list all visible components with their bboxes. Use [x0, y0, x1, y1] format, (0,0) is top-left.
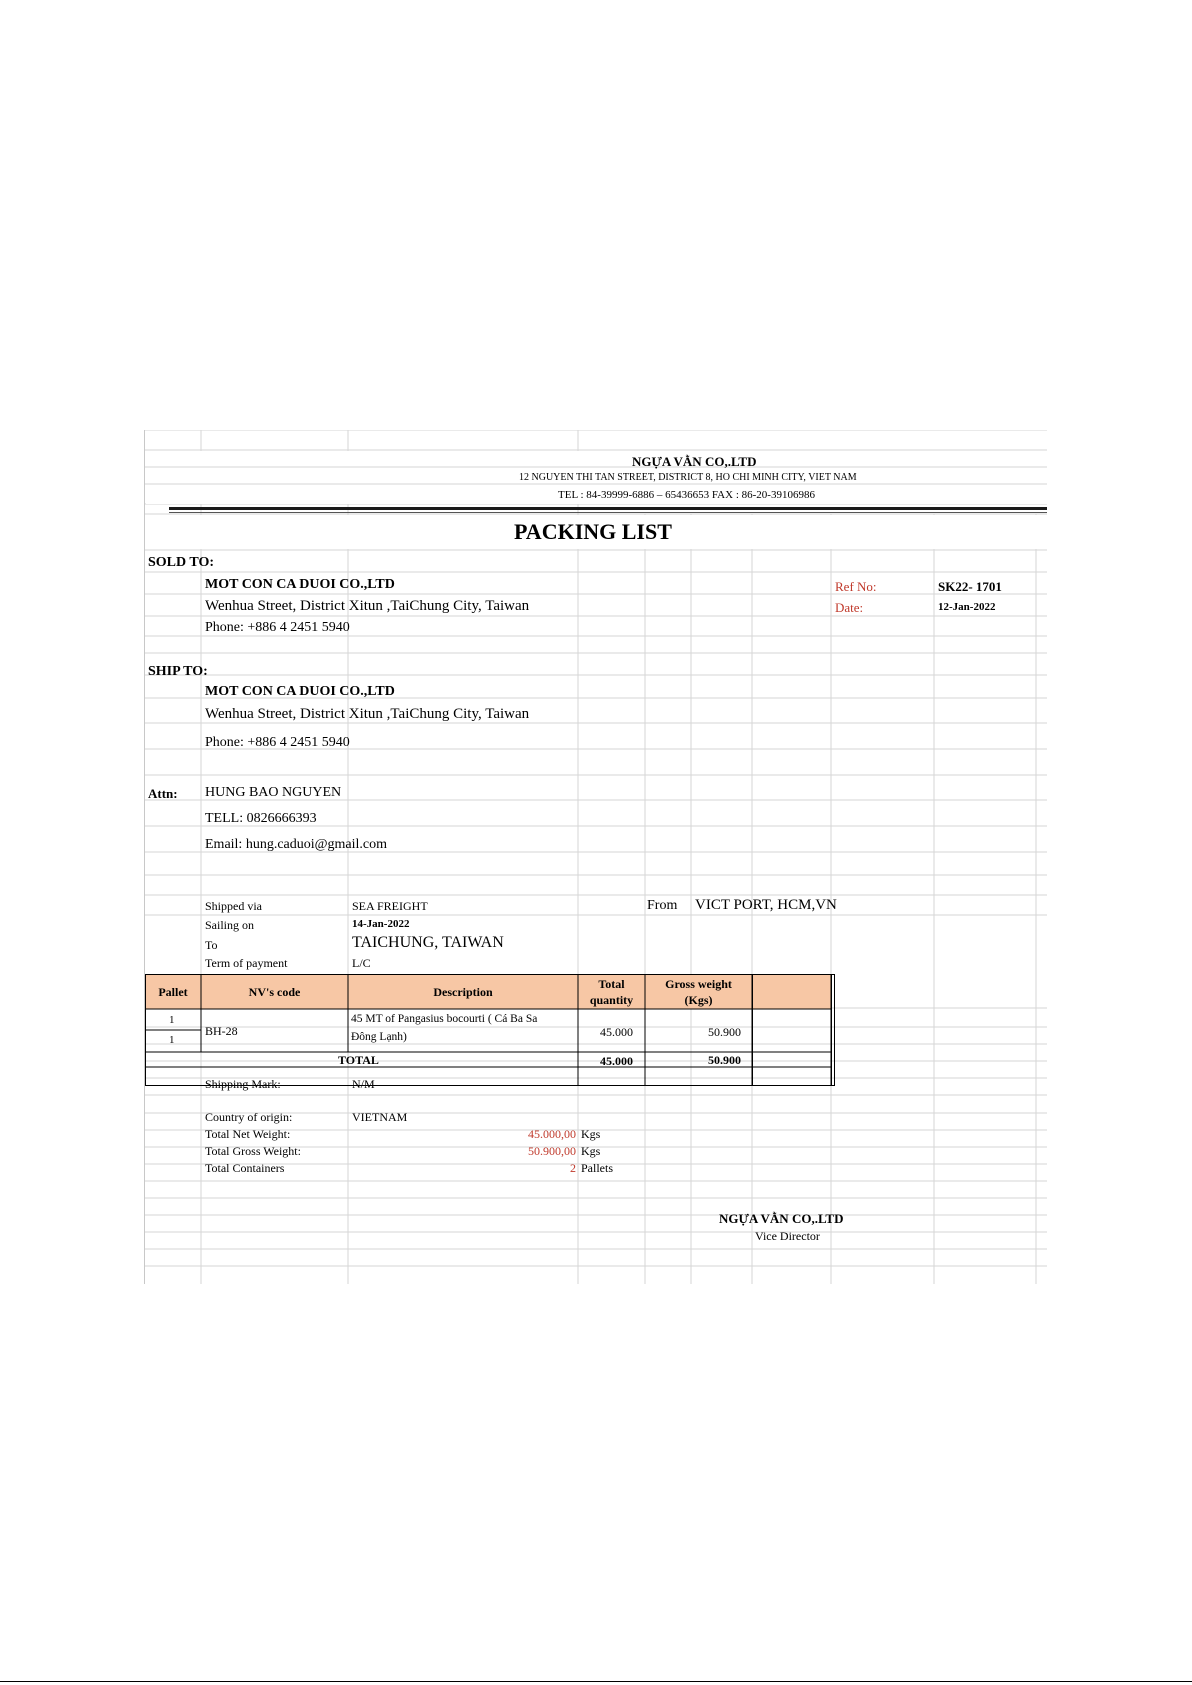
sold-to-address: Wenhua Street, District Xitun ,TaiChung City, Taiwan: [205, 598, 530, 614]
row-quantity: 45.000: [600, 1025, 633, 1039]
date-label: Date:: [835, 600, 864, 615]
from-value: VICT PORT, HCM,VN: [695, 897, 837, 913]
net-weight-value: 45.000,00: [528, 1127, 576, 1141]
shipping-mark-label: Shipping Mark:: [205, 1077, 281, 1091]
containers-unit: Pallets: [581, 1161, 613, 1175]
attn-email: Email: hung.caduoi@gmail.com: [205, 837, 388, 852]
net-weight-label: Total Net Weight:: [205, 1127, 291, 1141]
sold-to-name: MOT CON CA DUOI CO.,LTD: [205, 577, 395, 592]
ship-to-phone: Phone: +886 4 2451 5940: [205, 735, 350, 750]
shipping-mark-value: N/M: [352, 1077, 375, 1091]
gross-weight-unit: Kgs: [581, 1144, 601, 1158]
ship-to-name: MOT CON CA DUOI CO.,LTD: [205, 684, 395, 699]
total-gross: 50.900: [708, 1053, 741, 1067]
row-gross: 50.900: [708, 1025, 741, 1039]
page-bottom-rule: [0, 1681, 1192, 1682]
origin-value: VIETNAM: [352, 1110, 408, 1124]
th-quantity-line1: Total: [598, 976, 625, 991]
payment-value: L/C: [352, 956, 371, 970]
sold-to-label: SOLD TO:: [148, 555, 215, 570]
ref-no-label: Ref No:: [835, 579, 877, 594]
row-pallet-1: 1: [169, 1014, 175, 1026]
gross-weight-label: Total Gross Weight:: [205, 1144, 301, 1158]
company-contact: TEL : 84-39999-6886 – 65436653 FAX : 86-20-39106986: [558, 489, 815, 501]
payment-label: Term of payment: [205, 956, 288, 970]
to-label: To: [205, 938, 218, 952]
th-description: [348, 975, 578, 1009]
containers-label: Total Containers: [205, 1161, 285, 1175]
net-weight-unit: Kgs: [581, 1127, 601, 1141]
row-description-1: 45 MT of Pangasius bocourti ( Cá Ba Sa: [351, 1013, 538, 1025]
th-gross: [645, 975, 752, 1009]
th-description-label: Description: [433, 984, 493, 999]
sailing-label: Sailing on: [205, 918, 255, 932]
date-value: 12-Jan-2022: [938, 601, 996, 613]
attn-label: Attn:: [148, 786, 178, 801]
company-name: NGỰA VẰN CO,.LTD: [632, 454, 757, 469]
signature-company: NGỰA VẰN CO,.LTD: [719, 1211, 844, 1226]
sailing-value: 14-Jan-2022: [352, 918, 410, 930]
ship-to-address: Wenhua Street, District Xitun ,TaiChung City, Taiwan: [205, 706, 530, 722]
shipped-via-label: Shipped via: [205, 899, 262, 913]
th-code-label: NV's code: [248, 984, 301, 999]
th-gross-line1: Gross weight: [665, 976, 732, 991]
th-code: [201, 975, 348, 1009]
row-pallet-2: 1: [169, 1034, 175, 1046]
company-address: 12 NGUYEN THI TAN STREET, DISTRICT 8, HO CHI MINH CITY, VIET NAM: [519, 472, 857, 483]
signature-title: Vice Director: [755, 1229, 820, 1243]
containers-value: 2: [570, 1161, 576, 1175]
ship-to-label: SHIP TO:: [148, 664, 208, 679]
origin-label: Country of origin:: [205, 1110, 293, 1124]
attn-name: HUNG BAO NGUYEN: [205, 785, 342, 800]
row-description-2: Đông Lạnh): [351, 1031, 407, 1043]
gross-weight-value: 50.900,00: [528, 1144, 576, 1158]
total-label: TOTAL: [338, 1053, 379, 1067]
page-title: PACKING LIST: [514, 519, 672, 544]
from-label: From: [647, 898, 678, 913]
total-quantity: 45.000: [600, 1054, 633, 1068]
attn-tel: TELL: 0826666393: [205, 811, 317, 826]
ref-no-value: SK22- 1701: [938, 579, 1002, 594]
packing-list-sheet: [144, 430, 1047, 1284]
row-code: BH-28: [205, 1024, 238, 1038]
th-quantity: [578, 975, 645, 1009]
shipped-via-value: SEA FREIGHT: [352, 899, 428, 913]
th-pallet-label: Pallet: [158, 984, 188, 999]
sold-to-phone: Phone: +886 4 2451 5940: [205, 620, 350, 635]
th-quantity-line2: quantity: [589, 993, 634, 1007]
to-value: TAICHUNG, TAIWAN: [352, 934, 504, 951]
th-gross-line2: (Kgs): [684, 993, 713, 1007]
th-pallet: [145, 975, 201, 1009]
